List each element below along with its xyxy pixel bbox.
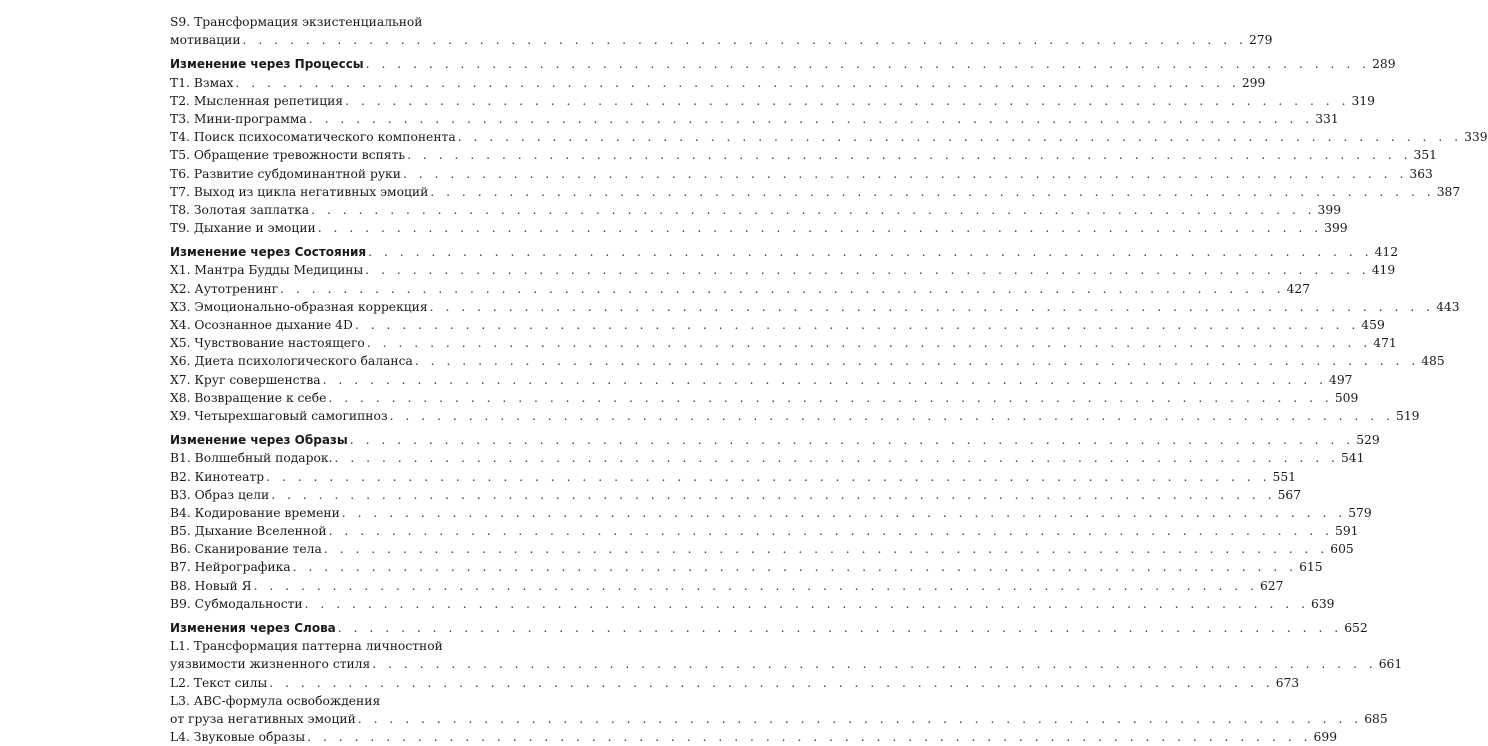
entry-title: Х1. Мантра Будды Медицины <box>170 263 364 278</box>
page-number: 551 <box>1272 469 1296 484</box>
toc-entry <box>170 110 1339 128</box>
page-number: 699 <box>1313 730 1338 745</box>
dot-leader: . . . . . . . . . . . . . . . . . . . . . . . . . . . . . . . . . . . . . . . . . . . . . . . . . . . . . . . . . . . . . . . . <box>311 202 1316 217</box>
dot-leader: . . . . . . . . . . . . . . . . . . . . . . . . . . . . . . . . . . . . . . . . . . . . . . . . . . . . . . . . . . . . . . . . <box>242 33 1247 48</box>
entry-title: Т3. Мини-программа <box>170 111 307 126</box>
toc-entry <box>170 183 1461 201</box>
toc-entry <box>170 595 1335 613</box>
dot-leader: . . . . . . . . . . . . . . . . . . . . . . . . . . . . . . . . . . . . . . . . . . . . . . . . . . . . . . . . . . . . . . . . <box>407 148 1412 163</box>
dot-leader: . . . . . . . . . . . . . . . . . . . . . . . . . . . . . . . . . . . . . . . . . . . . . . . . . . . . . . . . . . . . . . . . <box>323 542 1329 557</box>
section-title: Изменение через Состояния <box>170 245 367 260</box>
page-number: 591 <box>1335 524 1359 539</box>
page-number: 279 <box>1248 33 1273 48</box>
entry-title: L1. Трансформация паттерна личностной <box>170 639 443 654</box>
entry-title: Х9. Четырехшаговый самогипноз <box>170 408 388 423</box>
toc-entry <box>170 92 1375 110</box>
dot-leader: . . . . . . . . . . . . . . . . . . . . . . . . . . . . . . . . . . . . . . . . . . . . . . . . . . . . . . . . . . . . . . . . <box>429 299 1435 314</box>
page-number: 319 <box>1351 93 1375 108</box>
dot-leader: . . . . . . . . . . . . . . . . . . . . . . . . . . . . . . . . . . . . . . . . . . . . . . . . . . . . . . . . . . . . . . . . <box>389 408 1395 423</box>
toc-entry <box>170 389 1359 407</box>
entry-title: В8. Новый Я <box>170 578 252 593</box>
entry-title: Т2. Мысленная репетиция <box>170 93 344 108</box>
entry-title: мотивации <box>170 33 241 48</box>
toc-entry <box>170 728 1338 746</box>
page-number: 299 <box>1241 75 1266 90</box>
toc-entry <box>170 468 1296 486</box>
dot-leader: . . . . . . . . . . . . . . . . . . . . . . . . . . . . . . . . . . . . . . . . . . . . . . . . . . . . . . . . . . . . . . . . <box>308 111 1314 126</box>
entry-title: В5. Дыхание Вселенной <box>170 524 327 539</box>
page-number: 399 <box>1317 202 1342 217</box>
page-number: 615 <box>1299 560 1323 575</box>
toc-entry <box>170 522 1359 540</box>
toc-entry <box>170 558 1323 576</box>
entry-title: Т1. Взмах <box>170 75 234 90</box>
entry-title: Х3. Эмоционально-образная коррекция <box>170 299 428 314</box>
dot-leader: . . . . . . . . . . . . . . . . . . . . . . . . . . . . . . . . . . . . . . . . . . . . . . . . . . . . . . . . . . . . . . . . <box>368 245 1373 260</box>
page-number: 627 <box>1259 578 1284 593</box>
page-number: 673 <box>1275 675 1300 690</box>
toc-entry <box>170 201 1342 219</box>
entry-title: Т9. Дыхание и эмоции <box>170 221 316 236</box>
toc-entry <box>170 219 1348 237</box>
page-number: 471 <box>1373 336 1397 351</box>
entry-title: Т4. Поиск психосоматического компонента <box>170 130 456 145</box>
entry-title: Х4. Осознанное дыхание 4D <box>170 318 353 332</box>
page-number: 685 <box>1364 711 1388 726</box>
dot-leader: . . . . . . . . . . . . . . . . . . . . . . . . . . . . . . . . . . . . . . . . . . . . . . . . . . . . . . . . . . . . . . . . <box>322 372 1328 387</box>
entry-title: Х7. Круг совершенства <box>170 372 321 387</box>
toc-entry <box>170 486 1302 504</box>
entry-title: Т6. Развитие субдоминантной руки <box>170 166 401 181</box>
entry-title: В4. Кодирование времени <box>170 505 340 520</box>
dot-leader: . . . . . . . . . . . . . . . . . . . . . . . . . . . . . . . . . . . . . . . . . . . . . . . . . . . . . . . . . . . . . . . . <box>271 487 1276 502</box>
page-number: 459 <box>1361 318 1385 332</box>
page-number: 509 <box>1334 390 1359 405</box>
toc-entry <box>170 334 1397 352</box>
toc-entry <box>170 449 1365 467</box>
page-number: 351 <box>1413 148 1437 163</box>
page-number: 289 <box>1372 57 1396 72</box>
toc-entry <box>170 577 1284 595</box>
toc-entry <box>170 31 1273 49</box>
page-number: 541 <box>1340 451 1365 466</box>
entry-title: Х5. Чувствование настоящего <box>170 336 365 351</box>
dot-leader: . . . . . . . . . . . . . . . . . . . . . . . . . . . . . . . . . . . . . . . . . . . . . . . . . . . . . . . . . . . . . . . . <box>280 281 1285 296</box>
page-number: 363 <box>1409 166 1433 181</box>
dot-leader: . . . . . . . . . . . . . . . . . . . . . . . . . . . . . . . . . . . . . . . . . . . . . . . . . . . . . . . . . . . . . . . . <box>337 621 1343 635</box>
dot-leader: . . . . . . . . . . . . . . . . . . . . . . . . . . . . . . . . . . . . . . . . . . . . . . . . . . . . . . . . . . . . . . . . <box>328 524 1334 539</box>
section-title: Изменение через Процессы <box>170 57 364 72</box>
toc-entry <box>170 371 1353 389</box>
dot-leader: . . . . . . . . . . . . . . . . . . . . . . . . . . . . . . . . . . . . . . . . . . . . . . . . . . . . . . . . . . . . . . . . <box>334 451 1339 466</box>
dot-leader: . . . . . . . . . . . . . . . . . . . . . . . . . . . . . . . . . . . . . . . . . . . . . . . . . . . . . . . . . . . . . . . . <box>365 57 1371 72</box>
page-number: 387 <box>1436 184 1461 199</box>
toc-entry <box>170 146 1437 164</box>
section-title: Изменение через Образы <box>170 433 348 448</box>
dot-leader: . . . . . . . . . . . . . . . . . . . . . . . . . . . . . . . . . . . . . . . . . . . . . . . . . . . . . . . . . . . . . . . . <box>292 560 1298 575</box>
dot-leader: . . . . . . . . . . . . . . . . . . . . . . . . . . . . . . . . . . . . . . . . . . . . . . . . . . . . . . . . . . . . . . . . <box>365 263 1370 278</box>
section-heading <box>170 431 1380 449</box>
page-number: 399 <box>1324 221 1348 236</box>
page-number: 443 <box>1436 299 1460 314</box>
entry-title: В1. Волшебный подарок. <box>170 451 333 466</box>
toc-entry <box>170 540 1354 558</box>
entry-title: В6. Сканирование тела <box>170 542 322 557</box>
page-number: 497 <box>1329 372 1353 387</box>
toc-entry <box>170 74 1266 92</box>
toc-entry <box>170 261 1396 279</box>
toc-entry <box>170 352 1445 370</box>
toc-entry <box>170 504 1372 522</box>
dot-leader: . . . . . . . . . . . . . . . . . . . . . . . . . . . . . . . . . . . . . . . . . . . . . . . . . . . . . . . . . . . . . . . . <box>366 336 1372 351</box>
page-number: 579 <box>1348 505 1372 520</box>
page-number: 567 <box>1277 487 1302 502</box>
page-number: 427 <box>1286 281 1311 296</box>
entry-title: В7. Нейрографика <box>170 560 291 575</box>
toc-entry <box>170 637 530 655</box>
dot-leader: . . . . . . . . . . . . . . . . . . . . . . . . . . . . . . . . . . . . . . . . . . . . . . . . . . . . . . . . . . . . . . . . <box>372 657 1377 672</box>
dot-leader: . . . . . . . . . . . . . . . . . . . . . . . . . . . . . . . . . . . . . . . . . . . . . . . . . . . . . . . . . . . . . . . . <box>317 221 1323 236</box>
dot-leader: . . . . . . . . . . . . . . . . . . . . . . . . . . . . . . . . . . . . . . . . . . . . . . . . . . . . . . . . . . . . . . . . <box>402 166 1408 181</box>
page-number: 419 <box>1371 263 1396 278</box>
page-number: 412 <box>1374 245 1399 260</box>
entry-title: L2. Текст силы <box>170 675 268 690</box>
entry-title: от груза негативных эмоций <box>170 711 356 726</box>
entry-title: L4. Звуковые образы <box>170 730 306 745</box>
toc-entry <box>170 280 1311 298</box>
entry-title: Т8. Золотая заплатка <box>170 202 310 217</box>
toc-entry <box>170 692 530 710</box>
page-number: 605 <box>1330 542 1354 557</box>
entry-title: В3. Образ цели <box>170 487 270 502</box>
section-heading <box>170 243 1399 261</box>
dot-leader: . . . . . . . . . . . . . . . . . . . . . . . . . . . . . . . . . . . . . . . . . . . . . . . . . . . . . . . . . . . . . . . . <box>253 578 1258 593</box>
dot-leader: . . . . . . . . . . . . . . . . . . . . . . . . . . . . . . . . . . . . . . . . . . . . . . . . . . . . . . . . . . . . . . . . <box>349 433 1355 448</box>
dot-leader: . . . . . . . . . . . . . . . . . . . . . . . . . . . . . . . . . . . . . . . . . . . . . . . . . . . . . . . . . . . . . . . . <box>235 75 1240 90</box>
page-number: 529 <box>1356 433 1380 448</box>
toc-entry <box>170 407 1420 425</box>
dot-leader: . . . . . . . . . . . . . . . . . . . . . . . . . . . . . . . . . . . . . . . . . . . . . . . . . . . . . . . . . . . . . . . . <box>307 730 1312 745</box>
page-number: 339 <box>1464 130 1488 145</box>
entry-title: уязвимости жизненного стиля <box>170 657 371 672</box>
page-number: 639 <box>1311 596 1335 611</box>
page-number: 331 <box>1315 111 1339 126</box>
dot-leader: . . . . . . . . . . . . . . . . . . . . . . . . . . . . . . . . . . . . . . . . . . . . . . . . . . . . . . . . . . . . . . . . <box>430 184 1435 199</box>
entry-title: Х6. Диета психологического баланса <box>170 354 413 369</box>
page-number: 485 <box>1421 354 1445 369</box>
dot-leader: . . . . . . . . . . . . . . . . . . . . . . . . . . . . . . . . . . . . . . . . . . . . . . . . . . . . . . . . . . . . . . . . <box>357 711 1363 726</box>
entry-title: L3. АВС-формула освобождения <box>170 693 381 708</box>
dot-leader: . . . . . . . . . . . . . . . . . . . . . . . . . . . . . . . . . . . . . . . . . . . . . . . . . . . . . . . . . . . . . . . . <box>341 505 1347 520</box>
dot-leader: . . . . . . . . . . . . . . . . . . . . . . . . . . . . . . . . . . . . . . . . . . . . . . . . . . . . . . . . . . . . . . . . <box>266 469 1271 484</box>
toc-entry <box>170 298 1460 316</box>
table-of-contents <box>170 13 1488 746</box>
toc-entry <box>170 655 1403 673</box>
section-heading <box>170 55 1396 73</box>
entry-title: Т7. Выход из цикла негативных эмоций <box>170 184 429 199</box>
entry-title: Х2. Аутотренинг <box>170 281 279 296</box>
entry-title: Т5. Обращение тревожности вспять <box>170 148 406 163</box>
page-number: 652 <box>1344 621 1368 635</box>
entry-title: В2. Кинотеатр <box>170 469 265 484</box>
toc-entry <box>170 128 1488 146</box>
toc-entry <box>170 316 1385 334</box>
toc-entry <box>170 165 1433 183</box>
dot-leader: . . . . . . . . . . . . . . . . . . . . . . . . . . . . . . . . . . . . . . . . . . . . . . . . . . . . . . . . . . . . . . . . <box>457 130 1463 145</box>
entry-title: В9. Субмодальности <box>170 596 303 611</box>
page-number: 661 <box>1378 657 1403 672</box>
dot-leader: . . . . . . . . . . . . . . . . . . . . . . . . . . . . . . . . . . . . . . . . . . . . . . . . . . . . . . . . . . . . . . . . <box>345 93 1350 108</box>
toc-entry <box>170 13 530 31</box>
section-title: Изменения через Слова <box>170 621 336 635</box>
dot-leader: . . . . . . . . . . . . . . . . . . . . . . . . . . . . . . . . . . . . . . . . . . . . . . . . . . . . . . . . . . . . . . . . <box>414 354 1420 369</box>
dot-leader: . . . . . . . . . . . . . . . . . . . . . . . . . . . . . . . . . . . . . . . . . . . . . . . . . . . . . . . . . . . . . . . . <box>328 390 1333 405</box>
dot-leader: . . . . . . . . . . . . . . . . . . . . . . . . . . . . . . . . . . . . . . . . . . . . . . . . . . . . . . . . . . . . . . . . <box>269 675 1274 690</box>
section-heading <box>170 619 1368 637</box>
dot-leader: . . . . . . . . . . . . . . . . . . . . . . . . . . . . . . . . . . . . . . . . . . . . . . . . . . . . . . . . . . . . . . . . <box>304 596 1310 611</box>
entry-title: S9. Трансформация экзистенциальной <box>170 15 423 29</box>
entry-title: Х8. Возвращение к себе <box>170 390 327 405</box>
toc-entry <box>170 710 1388 728</box>
toc-entry <box>170 674 1300 692</box>
page-number: 519 <box>1396 408 1420 423</box>
dot-leader: . . . . . . . . . . . . . . . . . . . . . . . . . . . . . . . . . . . . . . . . . . . . . . . . . . . . . . . . . . . . . . . . <box>354 318 1360 332</box>
